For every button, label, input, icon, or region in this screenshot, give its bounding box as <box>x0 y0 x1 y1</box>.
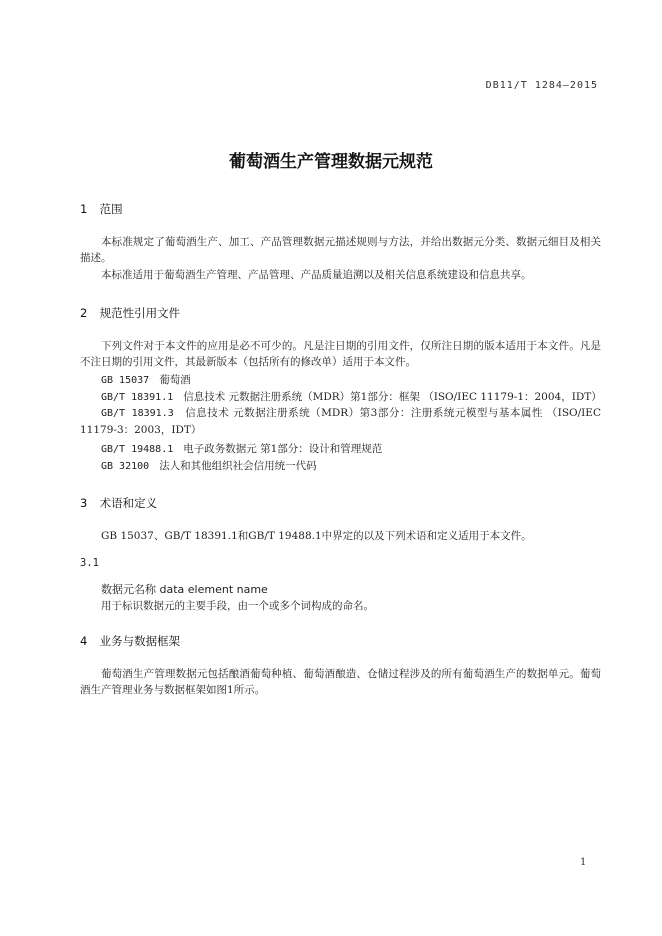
section-number: 1 <box>80 202 88 216</box>
term-heading: 数据元名称 data element name <box>101 583 268 596</box>
section-number: 3 <box>80 496 88 510</box>
section-3-heading <box>80 495 157 511</box>
scope-paragraph-2: 本标准适用于葡萄酒生产管理、产品管理、产品质量追溯以及相关信息系统建设和信息共享。 <box>101 269 532 281</box>
section-1-heading <box>80 201 123 217</box>
framework-paragraph: 葡萄酒生产管理数据元包括酿酒葡萄种植、葡萄酒酿造、仓储过程涉及的所有葡萄酒生产的数据单元。葡萄酒生产管理业务与数据框架如图1所示。 <box>80 668 601 696</box>
reference-title: 葡萄酒 <box>159 374 191 386</box>
reference-code: GB/T 18391.3 <box>101 408 174 419</box>
term-definition: 用于标识数据元的主要手段，由一个或多个词构成的命名。 <box>101 600 374 612</box>
reference-item <box>101 389 602 406</box>
section-number: 2 <box>80 306 88 320</box>
terms-intro: GB 15037、GB/T 18391.1和GB/T 19488.1中界定的以及下列术语和定义适用于本文件。 <box>101 530 532 542</box>
reference-item <box>101 372 191 389</box>
reference-item <box>101 458 317 475</box>
section-4-heading <box>80 633 180 649</box>
reference-code: GB 15037 <box>101 375 150 386</box>
section-title: 业务与数据框架 <box>99 634 181 648</box>
reference-item <box>80 405 601 438</box>
scope-paragraph-1: 本标准规定了葡萄酒生产、加工、产品管理数据元描述规则与方法，并给出数据元分类、数据元细目及相关描述。 <box>80 236 601 264</box>
references-intro: 下列文件对于本文件的应用是必不可少的。凡是注日期的引用文件，仅所注日期的版本适用于本文件。凡是不注日期的引用文件，其最新版本（包括所有的修改单）适用于本文件。 <box>80 340 601 368</box>
reference-code: GB 32100 <box>101 461 150 472</box>
document-title: 葡萄酒生产管理数据元规范 <box>229 152 433 172</box>
section-title: 范围 <box>99 202 123 216</box>
reference-title: 信息技术 元数据注册系统（MDR）第3部分：注册系统元模型与基本属性 （ISO/IEC 11179-3：2003，IDT） <box>80 407 602 436</box>
document-id: DB11/T 1284—2015 <box>485 80 598 91</box>
section-2-heading <box>80 305 180 321</box>
reference-code: GB/T 19488.1 <box>101 444 174 455</box>
page-number: 1 <box>580 857 587 868</box>
reference-item <box>101 441 382 458</box>
reference-title: 电子政务数据元 第1部分：设计和管理规范 <box>183 443 383 455</box>
section-title: 术语和定义 <box>99 496 158 510</box>
reference-title: 法人和其他组织社会信用统一代码 <box>159 460 317 472</box>
subclause-number: 3.1 <box>80 557 99 569</box>
reference-code: GB/T 18391.1 <box>101 392 174 403</box>
section-number: 4 <box>80 634 88 648</box>
section-title: 规范性引用文件 <box>99 306 181 320</box>
reference-title: 信息技术 元数据注册系统（MDR）第1部分：框架 （ISO/IEC 11179-1：2004，IDT） <box>183 391 602 403</box>
